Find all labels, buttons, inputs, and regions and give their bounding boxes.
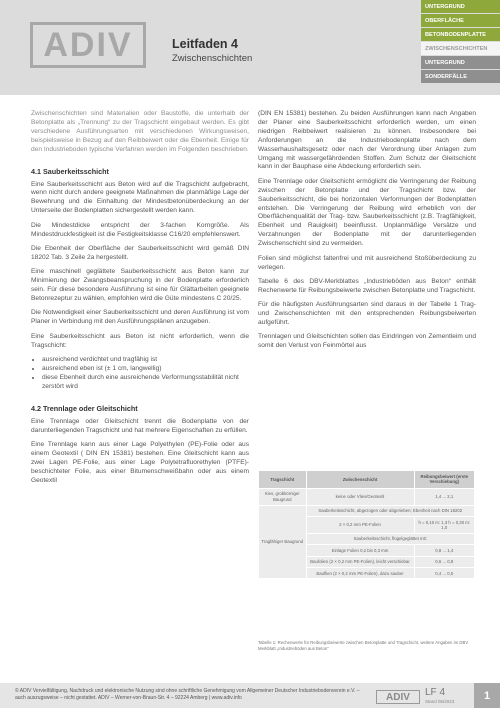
tab-betonbodenplatte[interactable]: BETONBODENPLATTE <box>421 28 500 41</box>
tab-untergrund-2[interactable]: UNTERGRUND <box>421 56 500 69</box>
table-header: Zwischenschicht <box>306 471 414 489</box>
bullet-list <box>31 356 249 392</box>
paragraph: Die Ebenheit der Oberfläche der Sauberkeitsschicht wird gemäß DIN 18202 Tab. 3 Zeile 2a hergestellt. <box>31 244 249 261</box>
tab-untergrund[interactable]: UNTERGRUND <box>421 0 500 13</box>
paragraph: Trennlagen und Gleitschichten sollen das Eindringen von Zementleim und somit den Verlust von Feinmörtel aus <box>258 333 476 350</box>
copyright-text: © ADIV Vervielfältigung, Nachdruck und elektronische Nutzung sind ohne schriftliche Genehmigung vom Allgemeiner Deutscher Industriebodenverein e.V. – auch auszugsweise – nicht gestattet. ADIV – Werner-von-Braun-Str. 4 – 92224 Amberg | www.adiv.info <box>15 688 360 701</box>
document-date: Stand 06/2023 <box>425 699 455 704</box>
table-row <box>259 505 475 516</box>
list-item: • ausreichend eben ist (± 1 cm, langwellig) <box>42 365 249 374</box>
paragraph: Eine maschinell geglättete Sauberkeitsschicht aus Beton kann zur Minimierung der Zwangsbeanspruchung in der Bodenplatte erforderlich sein. Für diese besondere Ausführung ist eine für Glättarbeiten geeignete Betonrezeptur zu wählen, empfohlen wird die Güte mindestens C 20/25. <box>31 268 249 302</box>
section-tabs <box>421 0 500 84</box>
paragraph: Eine Trennlage kann aus einer Lage Polyethylen (PE)-Folie oder aus einem Geotextil ( DIN EN 15381) bestehen. Eine Gleitschicht kann aus zwei Lagen PE-Folie, aus einer Lage Polytetrafluorethylen (PTFE)-beschichteter Folie, aus einer Bitumenschweißbahn oder aus einem Geotextil <box>31 440 249 484</box>
table-cell: 0,8 ... 1,4 <box>414 545 474 556</box>
table-cell: 2 × 0,2 mm PE-Folien <box>306 517 414 534</box>
paragraph: Die Mindestdicke entspricht der 3-fachen Korngröße. Als Mindestdruckfestigkeit ist die Festigkeitsklasse C16/20 empfehlenswert. <box>31 221 249 238</box>
table-cell: Bauflien (2 × 0,2 mm PE-Folien), dazu sauber <box>306 568 414 579</box>
paragraph: Eine Trennlage oder Gleitschicht trennt die Bodenplatte von der darunterliegenden Tragschicht und hat mehrere Eigenschaften zu erfüllen. <box>31 417 249 434</box>
table-cell: Einlage Folien 0,2 bis 0,3 mm <box>306 545 414 556</box>
table-cell: Baufolien (2 × 0,2 mm PE-Folien), leicht verschiebar <box>306 556 414 567</box>
table-header: Reibungsbeiwert (erste Verschiebung) <box>414 471 474 489</box>
page-title: Leitfaden 4 <box>172 37 238 51</box>
tab-sonderfaelle[interactable]: SONDERFÄLLE <box>421 70 500 83</box>
document-code: LF 4 <box>425 687 446 698</box>
paragraph: Eine Trennlage oder Gleitschicht ermöglicht die Verringerung der Reibung zwischen der Betonplatte und der Tragschicht bzw. der Sauberkeitsschicht, die bei horizontalen Verformungen der Bodenplatten entstehen. Die Verringerung der Reibung wird erheblich von der Oberflächenqualität der Trag- bzw. Sauberkeitsschicht (z.B. Tragfähigkeit, Ebenheit und Rauigkeit) beeinflusst. Unplanmäßige Versätze und Verzahnungen der Bodenplatte mit der darunterliegenden Zwischenschicht sind zu vermeiden. <box>258 177 476 248</box>
paragraph: Folien sind möglichst faltenfrei und mit ausreichend Stoßüberdeckung zu verlegen. <box>258 254 476 271</box>
page-subtitle: Zwischenschichten <box>172 53 253 64</box>
table-cell: 1,4 ... 2,1 <box>414 488 474 505</box>
page-header <box>0 0 500 95</box>
table-cell: Sauberkeitsschicht, flügelgeglättet mit: <box>306 533 474 544</box>
table-cell: Kies, grobkörniger Baugrund <box>259 488 307 505</box>
paragraph: (DIN EN 15381) bestehen. Zu beiden Ausführungen kann nach Angaben der Planer eine Sauberkeitsschicht erforderlich werden, um einen niedrigen Reibbeiwert realisieren zu können. Insbesondere bei Anforderungen an die Industriebodenplatte nach dem Wasserhaushaltsgesetz oder nach der Verordnung über Anlagen zum Umgang mit wassergefährdenden Stoffen. Zum Schutz der Gleitschicht kann in der Bauphase eine Abdeckung erforderlich sein. <box>258 110 476 171</box>
tab-oberflaeche[interactable]: OBERFLÄCHE <box>421 14 500 27</box>
footer-adiv-logo: ADIV <box>376 690 420 704</box>
paragraph: Eine Sauberkeitsschicht aus Beton wird auf die Tragschicht aufgebracht, wenn nicht durch andere geeignete Maßnahmen die planmäßige Lage der Bewehrung und die Einhaltung der Mindestbetonüberdeckung an der Unterseite der Bodenplatten sichergestellt werden kann. <box>31 180 249 215</box>
table-cell: keine oder Vlies/Geotextil <box>306 488 414 505</box>
intro-paragraph: Zwischenschichten sind Materialien oder Baustoffe, die unterhalb der Betonplatte als „Trennung“ zu der Tragschicht eingebaut werden. Es gibt verschiedene Ausführungsarten mit verschiedenen Wirkungsweisen, beispielsweise in Bezug auf den Reibbeiwert oder die Ebenheit. Einige für den Industrieboden typische Verfahren werden im Folgenden beschrieben. <box>31 110 249 153</box>
table-cell: Sauberkeitsschicht, abgezogen oder abgerieben; Ebenheit nach DIN 18202 <box>306 505 474 516</box>
list-item: • ausreichend verdichtet und tragfähig ist <box>42 356 249 365</box>
paragraph: Tabelle 6 des DBV-Merkblattes „Industrieböden aus Beton“ enthält Rechenwerte für Reibungsbeiwerte zwischen Betonplatte und Tragschicht. <box>258 277 476 294</box>
left-column <box>31 110 249 491</box>
table-cell: Tragfähiger Baugrund <box>259 505 307 579</box>
page-footer <box>0 683 500 708</box>
table-row <box>259 488 475 505</box>
friction-table <box>258 470 475 579</box>
table-cell: 0,4 ... 0,5 <box>414 568 474 579</box>
list-item: • diese Ebenheit durch eine ausreichende Verformungsstabilität nicht zerstört wird <box>42 374 249 392</box>
paragraph: Für die häufigsten Ausführungsarten sind daraus in der Tabelle 1 Trag- und Zwischenschichten mit den entsprechenden Reibungsbeiwerten aufgeführt. <box>258 301 476 327</box>
paragraph: Eine Sauberkeitsschicht aus Beton ist nicht erforderlich, wenn die Tragschicht: <box>31 332 249 349</box>
table-cell: 0,6 ... 0,8 <box>414 556 474 567</box>
table-header: Tragschicht <box>259 471 307 489</box>
section-heading-4-1: 4.1 Sauberkeitsschicht <box>31 166 109 176</box>
table-header-row <box>259 471 475 489</box>
paragraph: Die Notwendigkeit einer Sauberkeitsschicht und deren Ausführung ist vom Planer in Verbindung mit den Ausführungsplänen anzugeben. <box>31 309 249 326</box>
tab-zwischenschichten[interactable]: ZWISCHENSCHICHTEN <box>421 42 500 55</box>
page-number: 1 <box>474 683 500 708</box>
adiv-logo: ADIV <box>30 22 146 68</box>
right-column <box>258 110 476 357</box>
section-heading-4-2: 4.2 Trennlage oder Gleitschicht <box>31 403 138 413</box>
table-caption: Tabelle 1: Rechenwerte für Reibungsbeiwerte zwischen Betonplatte und Tragschicht, weitere Angaben im DBV Merkblatt „Industrieböden aus Beton“ <box>258 640 469 651</box>
table-cell: h = 0,10 m: 1,3 h = 0,30 m: 1,0 <box>414 517 474 534</box>
